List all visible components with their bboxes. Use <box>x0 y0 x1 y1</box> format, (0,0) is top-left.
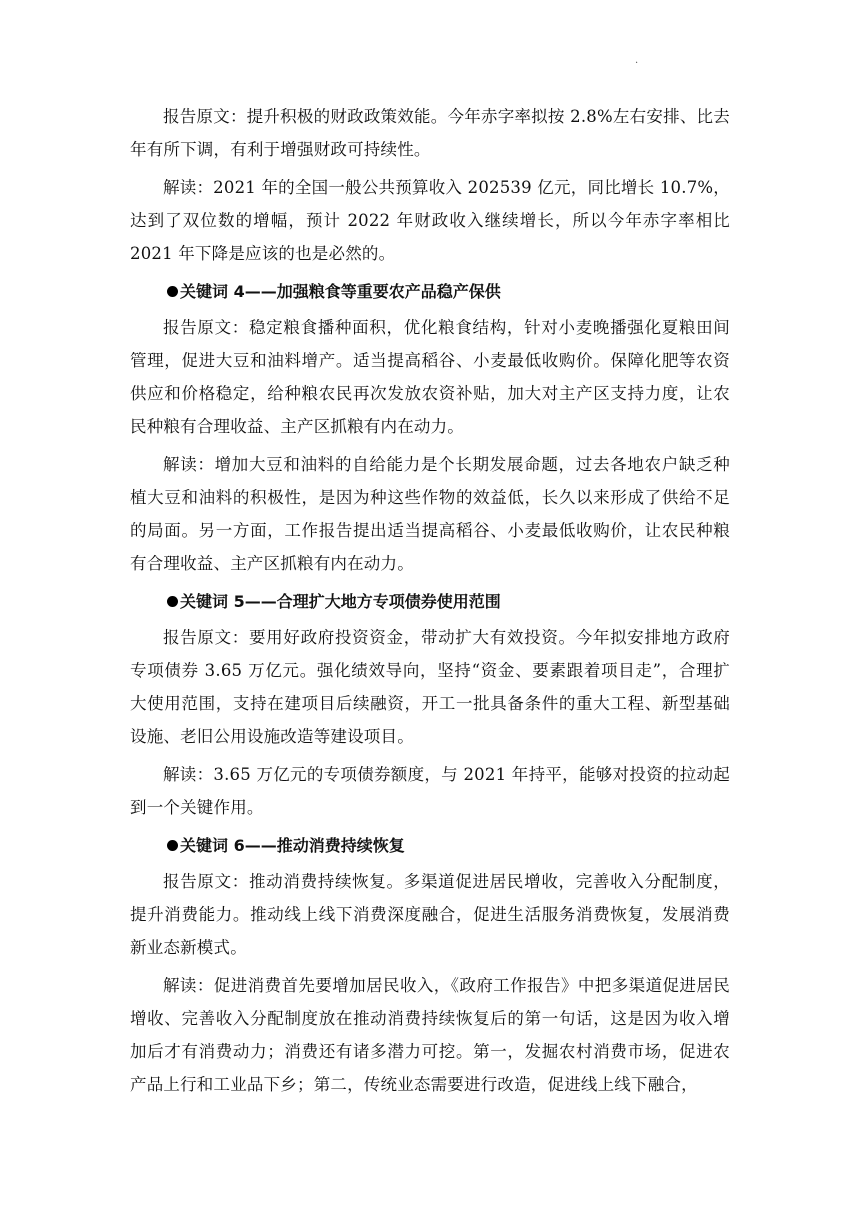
keyword-6-heading-text: 关键词 6——推动消费持续恢复 <box>180 836 405 855</box>
keyword-4-heading <box>130 275 730 308</box>
interpretation-paragraph: 解读：2021 年的全国一般公共预算收入 202539 亿元，同比增长 10.7%，达到了双位数的增幅，预计 2022 年财政收入继续增长，所以今年赤字率相比 2021 年下降是应该的也是必然的。 <box>130 178 730 263</box>
keyword-4-heading-text: 关键词 4——加强粮食等重要农产品稳产保供 <box>180 282 501 301</box>
header-mark: . <box>635 55 639 66</box>
document-body <box>130 100 730 1101</box>
keyword-5-heading-text: 关键词 5——合理扩大地方专项债券使用范围 <box>180 592 501 611</box>
report-original-paragraph: 报告原文：稳定粮食播种面积，优化粮食结构，针对小麦晚播强化夏粮田间管理，促进大豆和油料增产。适当提高稻谷、小麦最低收购价。保障化肥等农资供应和价格稳定，给种粮农民再次发放农资补贴，加大对主产区支持力度，让农民种粮有合理收益、主产区抓粮有内在动力。 <box>130 318 730 436</box>
keyword-5-heading <box>130 585 730 618</box>
interpretation-paragraph: 解读：促进消费首先要增加居民收入，《政府工作报告》中把多渠道促进居民增收、完善收入分配制度放在推动消费持续恢复后的第一句话，这是因为收入增加后才有消费动力；消费还有诸多潜力可挖。第一，发掘农村消费市场，促进农产品上行和工业品下乡；第二，传统业态需要进行改造，促进线上线下融合， <box>130 976 730 1094</box>
bullet-icon <box>167 840 178 851</box>
report-original-paragraph: 报告原文：推动消费持续恢复。多渠道促进居民增收，完善收入分配制度，提升消费能力。推动线上线下消费深度融合，促进生活服务消费恢复，发展消费新业态新模式。 <box>130 872 730 957</box>
bullet-icon <box>167 286 178 297</box>
bullet-icon <box>167 596 178 607</box>
report-original-paragraph: 报告原文：要用好政府投资资金，带动扩大有效投资。今年拟安排地方政府专项债券 3.65 万亿元。强化绩效导向，坚持“资金、要素跟着项目走”，合理扩大使用范围，支持在建项目后续融资，开工一批具备条件的重大工程、新型基础设施、老旧公用设施改造等建设项目。 <box>130 628 730 746</box>
interpretation-paragraph: 解读：增加大豆和油料的自给能力是个长期发展命题，过去各地农户缺乏种植大豆和油料的积极性，是因为种这些作物的效益低，长久以来形成了供给不足的局面。另一方面，工作报告提出适当提高稻谷、小麦最低收购价，让农民种粮有合理收益、主产区抓粮有内在动力。 <box>130 455 730 573</box>
report-original-paragraph: 报告原文：提升积极的财政政策效能。今年赤字率拟按 2.8%左右安排、比去年有所下调，有利于增强财政可持续性。 <box>130 107 730 159</box>
interpretation-paragraph: 解读：3.65 万亿元的专项债券额度，与 2021 年持平，能够对投资的拉动起到一个关键作用。 <box>130 765 730 817</box>
keyword-6-heading <box>130 829 730 862</box>
